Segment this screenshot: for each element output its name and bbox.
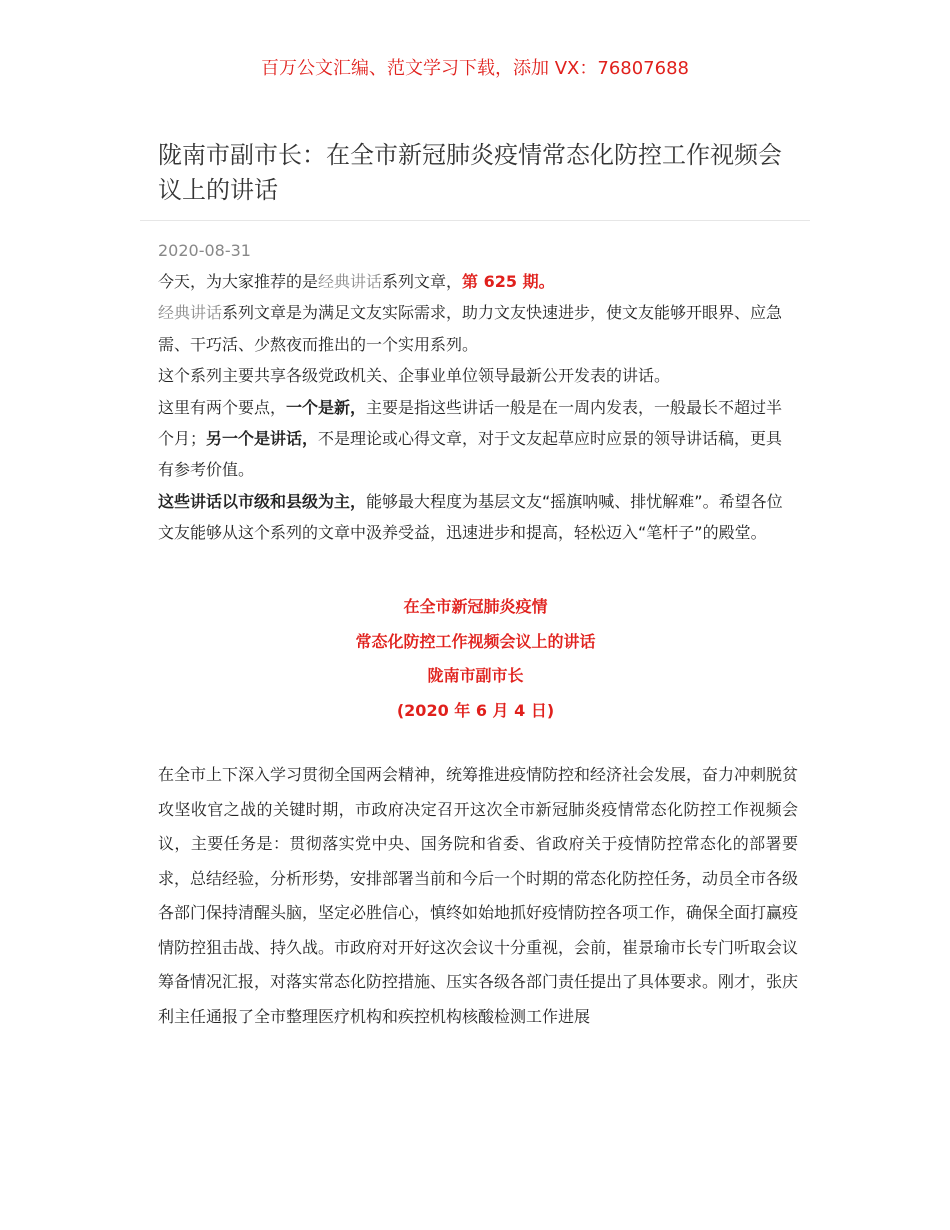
intro-section: [158, 266, 798, 549]
publish-date: 2020-08-31: [158, 241, 251, 260]
intro-paragraph-1: [158, 266, 798, 297]
intro-paragraph-5: [158, 486, 798, 549]
intro-text: 不是理论或心得文章，对于文友起草应时应景的领导讲话稿，更具有参考价值。: [158, 429, 783, 480]
promo-banner: 百万公文汇编、范文学习下载，添加 VX：76807688: [261, 58, 689, 79]
intro-paragraph-2: [158, 297, 798, 360]
intro-text: 系列文章，: [382, 272, 463, 291]
article-title: 陇南市副市长：在全市新冠肺炎疫情常态化防控工作视频会议上的讲话: [158, 141, 782, 204]
speech-date: (2020 年 6 月 4 日): [396, 700, 555, 720]
series-name: 经典讲话: [158, 303, 223, 323]
speaker: 陇南市副市长: [427, 666, 524, 685]
speech-body: 在全市上下深入学习贯彻全国两会精神，统筹推进疫情防控和经济社会发展，奋力冲刺脱贫攻坚收官之战的关键时期，市政府决定召开这次全市新冠肺炎疫情常态化防控工作视频会议，主要任务是：贯彻落实党中央、国务院和省委、省政府关于疫情防控常态化的部署要求，总结经验，分析形势，安排部署当前和今后一个时期的常态化防控任务，动员全市各级各部门保持清醒头脑，坚定必胜信心，慎终如始地抓好疫情防控各项工作，确保全面打赢疫情防控狙击战、持久战。市政府对开好这次会议十分重视，会前，崔景瑜市长专门听取会议筹备情况汇报，对落实常态化防控措施、压实各级各部门责任提出了具体要求。刚才，张庆利主任通报了全市整理医疗机构和疾控机构核酸检测工作进展: [158, 765, 799, 1026]
intro-text: 今天，为大家推荐的是: [158, 272, 319, 291]
intro-text: 这里有两个要点，: [158, 397, 287, 417]
intro-paragraph-4: [158, 392, 798, 486]
series-name: 经典讲话: [318, 272, 383, 291]
title-divider: [140, 220, 810, 221]
intro-text: 系列文章是为满足文友实际需求，助力文友快速进步，使文友能够开眼界、应急需、干巧活、少熬夜而推出的一个实用系列。: [158, 303, 783, 354]
intro-text: 主要是指这些讲话一般是在一周内发表，一般最长不超过半个月；: [158, 397, 783, 449]
key-point-1: 一个是新，: [286, 397, 367, 417]
key-point-2: 另一个是讲话，: [206, 429, 319, 449]
intro-paragraph-3: 这个系列主要共享各级党政机关、企事业单位领导最新公开发表的讲话。: [158, 366, 671, 386]
speech-title-line-1: 在全市新冠肺炎疫情: [403, 597, 548, 616]
speech-title-line-2: 常态化防控工作视频会议上的讲话: [355, 631, 596, 651]
key-point-3: 这些讲话以市级和县级为主，: [158, 491, 367, 511]
issue-number: 第 625 期。: [462, 272, 555, 291]
speech-heading: [158, 590, 793, 728]
intro-text: 能够最大程度为基层文友“摇旗呐喊、排忧解难”。希望各位文友能够从这个系列的文章中汲养受益，迅速进步和提高，轻松迈入“笔杆子”的殿堂。: [158, 491, 783, 543]
